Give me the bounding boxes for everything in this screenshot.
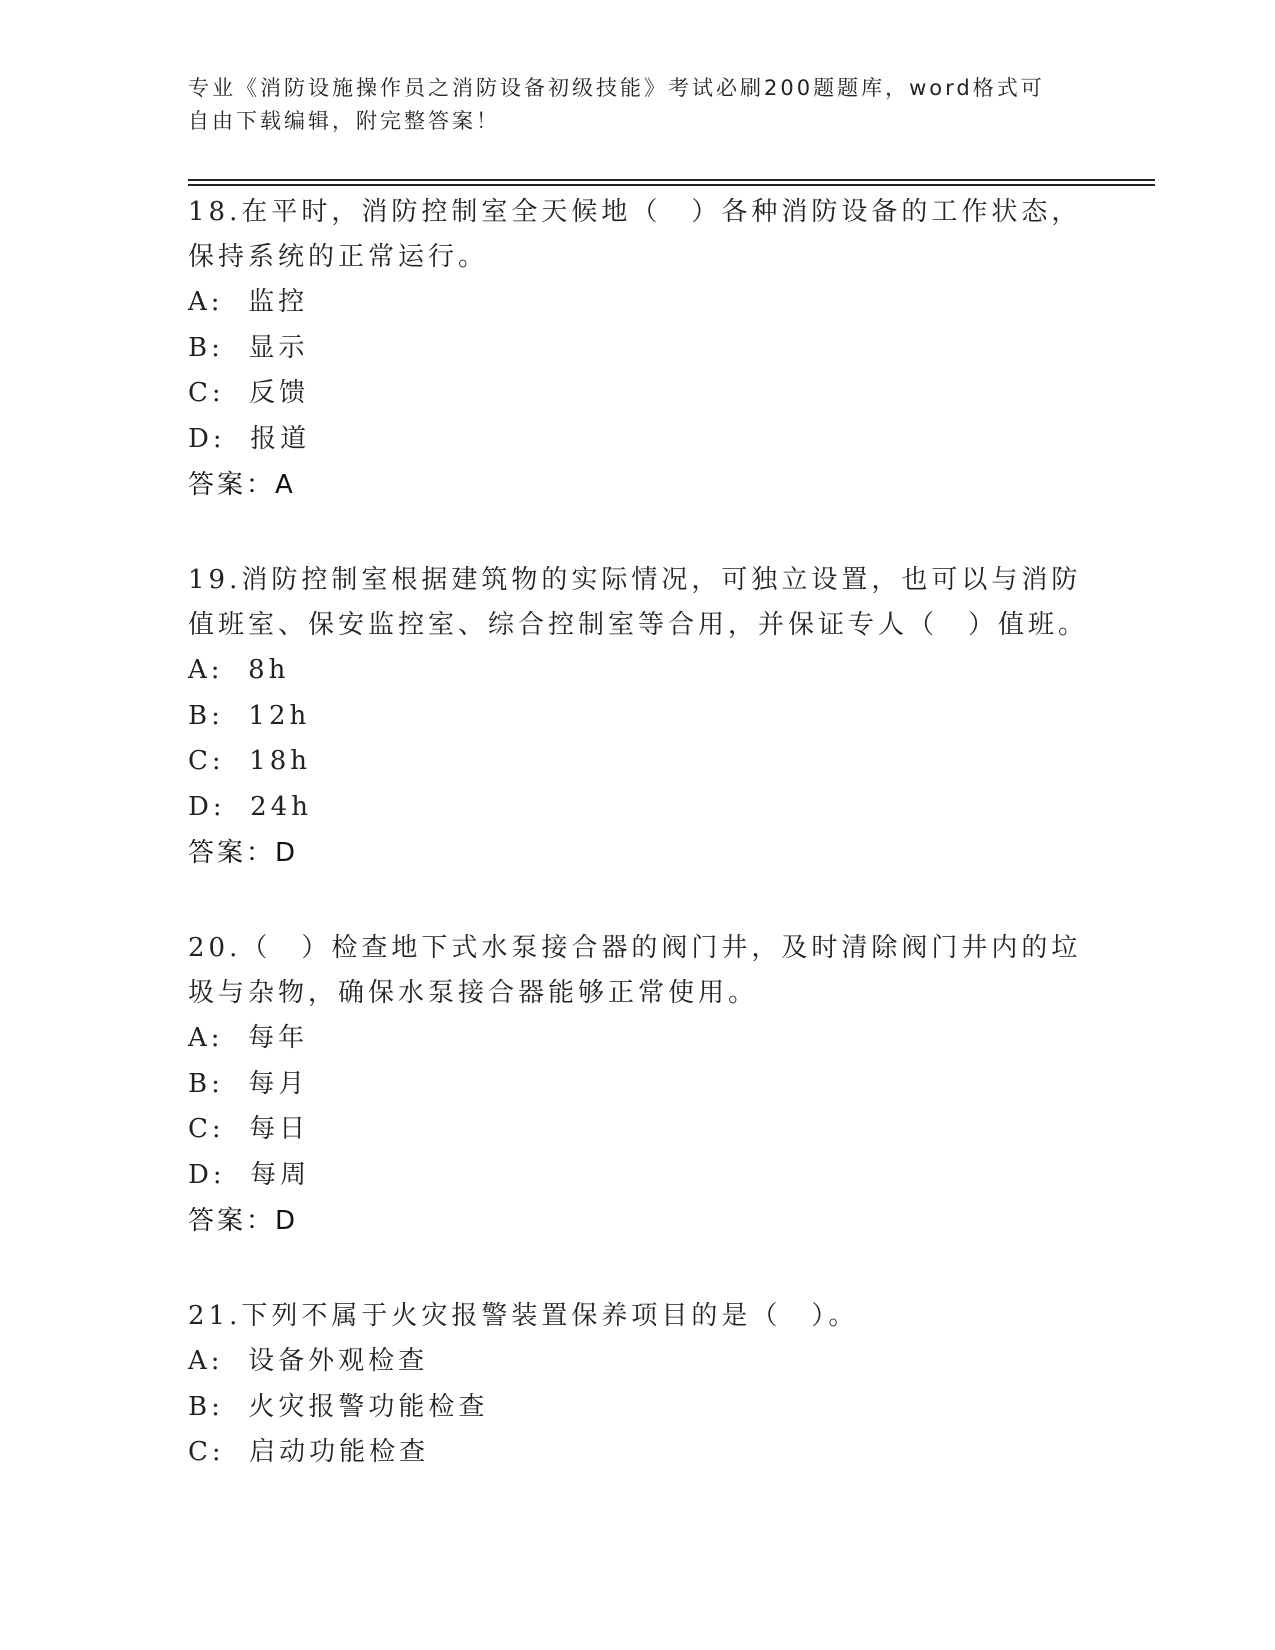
header-line-2: 自由下载编辑，附完整答案！ [188, 109, 500, 133]
option-a: A: 8h [188, 655, 290, 685]
header-divider-bottom [188, 184, 1155, 186]
question-21 [188, 1294, 1088, 1476]
option-b: B: 火灾报警功能检查 [188, 1391, 489, 1422]
option-d: D: 报道 [188, 423, 311, 454]
question-stem: 21.下列不属于火灾报警装置保养项目的是（ ）。 [188, 1301, 859, 1331]
option-b: B: 12h [188, 700, 311, 731]
question-stem: 18.在平时，消防控制室全天候地（ ）各种消防设备的工作状态，保持系统的正常运行。 [188, 197, 1082, 272]
question-stem: 19.消防控制室根据建筑物的实际情况，可独立设置，也可以与消防值班室、保安监控室、综合控制室等合用，并保证专人（ ）值班。 [188, 565, 1089, 640]
question-list [188, 190, 1088, 1526]
answer-label: 答案：D [188, 1206, 299, 1236]
question-stem: 20.（ ）检查地下式水泵接合器的阀门井，及时清除阀门井内的垃圾与杂物，确保水泵接合器能够正常使用。 [188, 933, 1082, 1008]
option-a: A: 每年 [188, 1023, 309, 1053]
answer-label: 答案：A [188, 470, 296, 500]
header-divider-top [188, 179, 1155, 181]
document-header [188, 72, 1088, 138]
question-19 [188, 558, 1088, 876]
option-a: A: 设备外观检查 [188, 1346, 429, 1376]
question-18 [188, 190, 1088, 508]
option-c: C: 反馈 [188, 378, 310, 408]
header-line-1: 专业《消防设施操作员之消防设备初级技能》考试必刷200题题库，word格式可 [188, 76, 1045, 100]
answer-label: 答案：D [188, 838, 299, 868]
option-c: C: 启动功能检查 [188, 1437, 430, 1467]
option-b: B: 显示 [188, 332, 309, 363]
option-a: A: 监控 [188, 287, 309, 317]
option-b: B: 每月 [188, 1068, 309, 1099]
option-d: D: 24h [188, 791, 312, 822]
option-c: C: 每日 [188, 1114, 310, 1144]
option-c: C: 18h [188, 746, 312, 776]
question-20 [188, 926, 1088, 1244]
option-d: D: 每周 [188, 1159, 311, 1190]
